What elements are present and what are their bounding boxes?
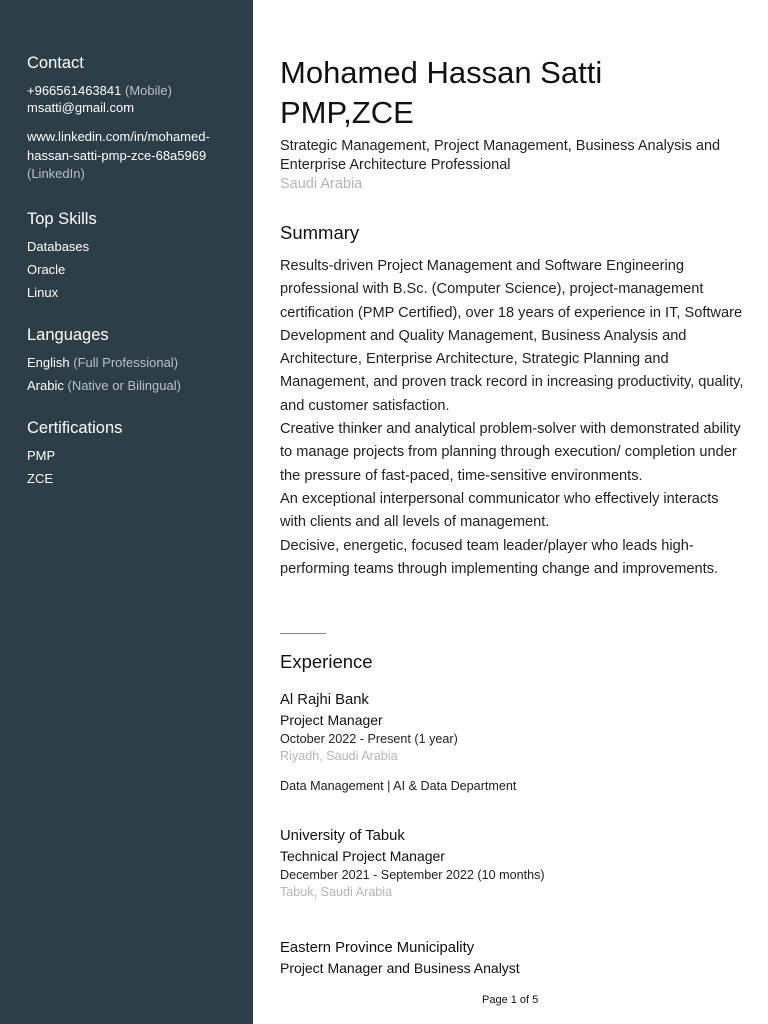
certification-item: ZCE: [27, 471, 53, 486]
job-location: Riyadh, Saudi Arabia: [280, 749, 398, 763]
job-company: Al Rajhi Bank: [280, 692, 369, 708]
certification-item: PMP: [27, 448, 56, 463]
languages-section: [27, 326, 242, 400]
page-indicator: Page 1 of 5: [482, 994, 539, 1006]
job-title: Project Manager and Business Analyst: [280, 960, 520, 976]
certifications-section: [27, 419, 242, 493]
headline-line-2: Enterprise Architecture Professional: [280, 157, 511, 173]
language-item: [27, 354, 242, 371]
job-dates: October 2022 - Present (1 year): [280, 732, 458, 746]
summary-paragraph: Creative thinker and analytical problem-solver with demonstrated ability to manage projects from planning through execution/ completion under the pressure of fast-paced, time-sensitive environments.: [280, 421, 741, 484]
job-location: Tabuk, Saudi Arabia: [280, 885, 393, 899]
language-name: Arabic: [27, 378, 64, 393]
summary-body: [280, 255, 748, 581]
job-title: Project Manager: [280, 712, 383, 728]
skill-item: Linux: [27, 285, 59, 300]
skill-item: Oracle: [27, 262, 66, 277]
headline-line-1: Strategic Management, Project Management, Business Analysis and: [280, 138, 721, 154]
phone-type: (Mobile): [124, 83, 172, 98]
experience-heading: Experience: [280, 651, 373, 672]
linkedin-type: (LinkedIn): [27, 166, 85, 181]
profile-name-line-1: Mohamed Hassan Satti: [280, 55, 603, 90]
languages-heading: Languages: [27, 326, 109, 344]
contact-section: [27, 54, 242, 184]
phone-line: [27, 82, 242, 99]
language-level: (Native or Bilingual): [67, 378, 181, 393]
profile-name: [280, 53, 740, 133]
summary-paragraph: Results-driven Project Management and Software Engineering professional with B.Sc. (Computer Science), project-management certification (PMP Certified), over 18 years of experience in IT, Software Development and Quality Management, Business Analysis and Architecture, Enterprise Architecture, Strategic Planning and Management, and proven track record in increasing productivity, quality, and customer satisfaction.: [280, 258, 744, 414]
language-item: [27, 377, 242, 394]
linkedin-link[interactable]: [27, 128, 242, 184]
certifications-heading: Certifications: [27, 419, 123, 437]
top-skills-section: [27, 210, 242, 307]
experience-entry: [280, 940, 748, 980]
language-name: English: [27, 355, 70, 370]
job-dates: December 2021 - September 2022 (10 months): [280, 868, 545, 882]
profile-headline: [280, 137, 748, 175]
linkedin-url-line-1: www.linkedin.com/in/mohamed-: [27, 129, 210, 144]
phone-number[interactable]: +966561463841: [27, 83, 122, 98]
language-level: (Full Professional): [73, 355, 179, 370]
profile-location: Saudi Arabia: [280, 176, 363, 192]
job-description: Data Management | AI & Data Department: [280, 779, 517, 793]
section-divider: [280, 633, 326, 634]
email-link[interactable]: msatti@gmail.com: [27, 100, 135, 115]
job-company: Eastern Province Municipality: [280, 940, 475, 956]
summary-paragraph: An exceptional interpersonal communicator who effectively interacts with clients and all levels of management.: [280, 490, 719, 531]
skill-item: Databases: [27, 239, 90, 254]
contact-heading: Contact: [27, 54, 84, 72]
experience-entry: [280, 692, 748, 793]
profile-name-line-2: PMP,ZCE: [280, 95, 414, 130]
linkedin-url-line-2: hassan-satti-pmp-zce-68a5969: [27, 147, 207, 163]
summary-paragraph: Decisive, energetic, focused team leader/player who leads high-performing teams through implementing change and improvements.: [280, 537, 719, 577]
sidebar: [0, 0, 253, 1024]
top-skills-heading: Top Skills: [27, 210, 97, 228]
experience-entry: [280, 828, 748, 899]
summary-heading: Summary: [280, 222, 360, 243]
job-company: University of Tabuk: [280, 828, 405, 844]
job-title: Technical Project Manager: [280, 848, 445, 864]
